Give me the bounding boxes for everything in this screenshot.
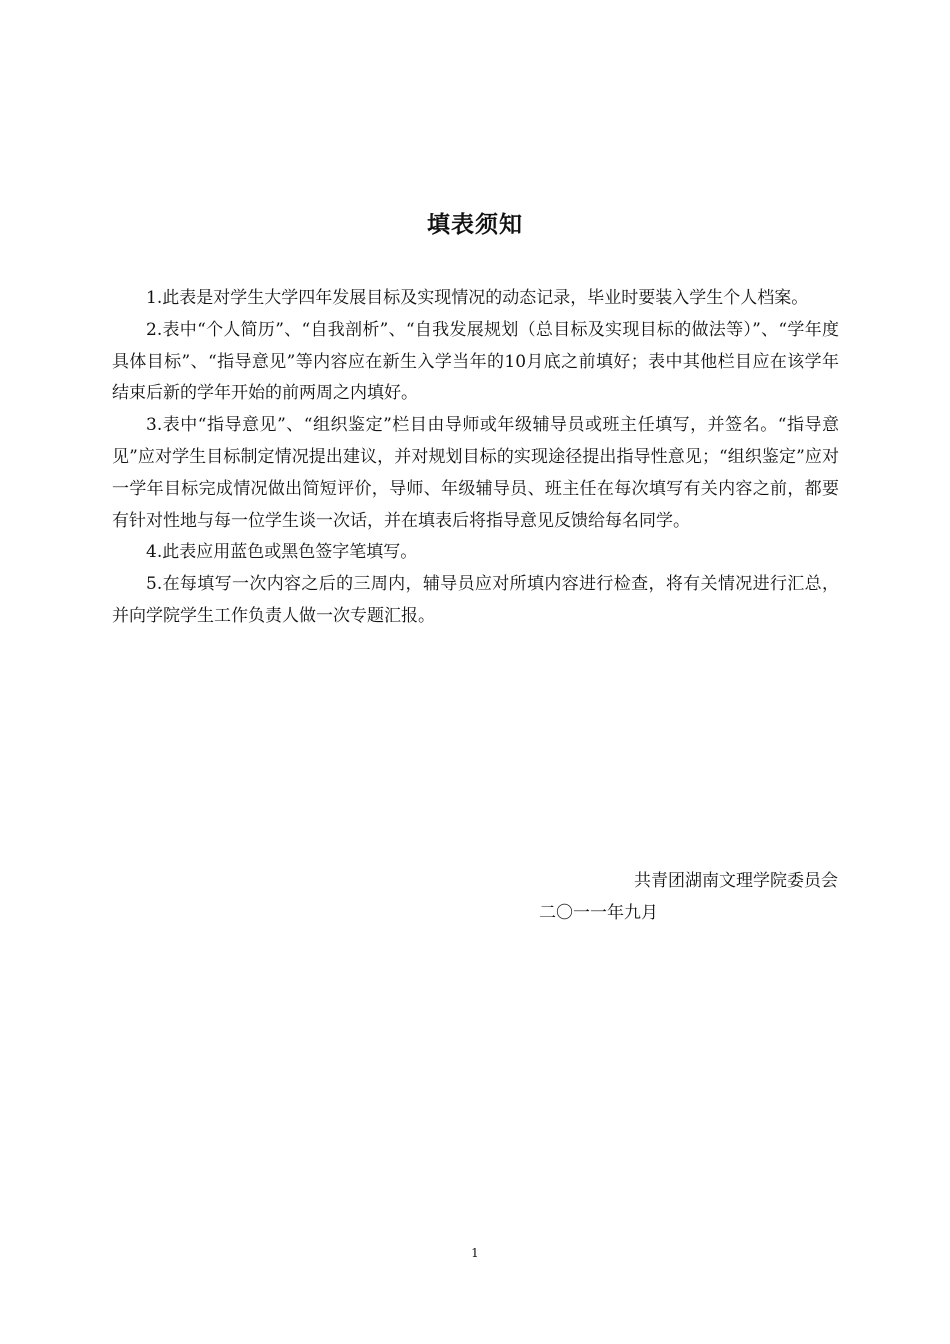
- instruction-paragraph-1: 1.此表是对学生大学四年发展目标及实现情况的动态记录，毕业时要装入学生个人档案。: [146, 288, 809, 308]
- instruction-paragraph-3: 3.表中“指导意见”、“组织鉴定”栏目由导师或年级辅导员或班主任填写，并签名。“指导意见”应对学生目标制定情况提出建议，并对规划目标的实现途径提出指导性意见；“组织鉴定”应对一学年目标完成情况做出简短评价，导师、年级辅导员、班主任在每次填写有关内容之前，都要有针对性地与每一位学生谈一次话，并在填表后将指导意见反馈给每名同学。: [112, 415, 839, 531]
- instruction-paragraph-2: 2.表中“个人简历”、“自我剖析”、“自我发展规划（总目标及实现目标的做法等）”、“学年度具体目标”、“指导意见”等内容应在新生入学当年的10月底之前填好；表中其他栏目应在该学年结束后新的学年开始的前两周之内填好。: [112, 319, 839, 404]
- page-number: 1: [471, 1246, 479, 1260]
- instructions-body: [112, 283, 839, 633]
- signature-date: 二〇一一年九月: [539, 903, 658, 923]
- instruction-paragraph-5: 5.在每填写一次内容之后的三周内，辅导员应对所填内容进行检查，将有关情况进行汇总，并向学院学生工作负责人做一次专题汇报。: [112, 574, 839, 626]
- signature-organization: 共青团湖南文理学院委员会: [634, 871, 838, 891]
- document-title: 填表须知: [427, 212, 523, 238]
- instruction-paragraph-4: 4.此表应用蓝色或黑色签字笔填写。: [146, 542, 418, 563]
